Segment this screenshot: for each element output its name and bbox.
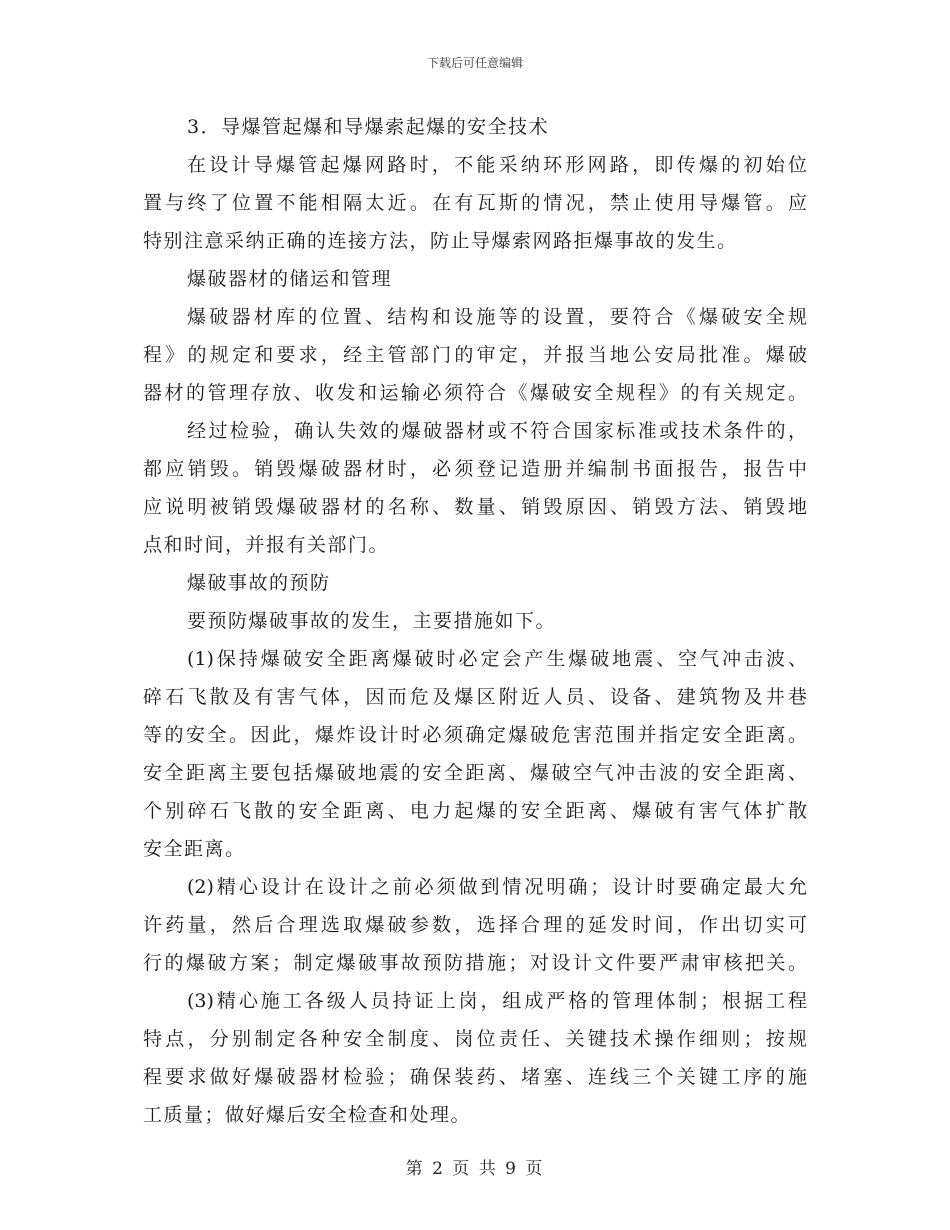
paragraph-line: 安全距离。 [143, 838, 246, 860]
paragraph-line: 个别碎石飞散的安全距离、电力起爆的安全距离、爆破有害气体扩散 [143, 800, 807, 822]
paragraph-line: 爆破器材库的位置、结构和设施等的设置，要符合《爆破安全规 [187, 306, 807, 328]
paragraph-line: 在设计导爆管起爆网路时，不能采纳环形网路，即传爆的初始位 [187, 154, 807, 176]
paragraph-line: 经过检验，确认失效的爆破器材或不符合国家标准或技术条件的， [187, 420, 807, 442]
page-header: 下载后可任意编辑 [426, 56, 523, 70]
paragraph-line: 安全距离主要包括爆破地震的安全距离、爆破空气冲击波的安全距离、 [143, 762, 807, 784]
page-number: 第 2 页 共 9 页 [405, 1159, 545, 1179]
paragraph-line: 程要求做好爆破器材检验；确保装药、堵塞、连线三个关键工序的施 [143, 1066, 807, 1088]
paragraph-line: 许药量，然后合理选取爆破参数，选择合理的延发时间，作出切实可 [143, 914, 807, 936]
paragraph-line: 器材的管理存放、收发和运输必须符合《爆破安全规程》的有关规定。 [143, 382, 807, 404]
paragraph-line: 程》的规定和要求，经主管部门的审定，并报当地公安局批准。爆破 [143, 344, 807, 366]
paragraph-line: 置与终了位置不能相隔太近。在有瓦斯的情况，禁止使用导爆管。应 [143, 192, 807, 214]
document-body [143, 108, 807, 1134]
paragraph-line: 要预防爆破事故的发生，主要措施如下。 [187, 610, 557, 632]
section-heading: 爆破器材的储运和管理 [187, 268, 393, 290]
section-heading: 爆破事故的预防 [187, 572, 331, 594]
paragraph-line: 都应销毁。销毁爆破器材时，必须登记造册并编制书面报告，报告中 [143, 458, 807, 480]
paragraph-line: 碎石飞散及有害气体，因而危及爆区附近人员、设备、建筑物及井巷 [143, 686, 807, 708]
paragraph-line: (2)精心设计在设计之前必须做到情况明确；设计时要确定最大允 [187, 876, 807, 898]
paragraph-line: 应说明被销毁爆破器材的名称、数量、销毁原因、销毁方法、销毁地 [143, 496, 807, 518]
paragraph-line: 工质量；做好爆后安全检查和处理。 [143, 1104, 472, 1126]
paragraph-line: (3)精心施工各级人员持证上岗，组成严格的管理体制；根据工程 [187, 990, 807, 1012]
section-heading: 3．导爆管起爆和导爆索起爆的安全技术 [187, 116, 550, 138]
paragraph-line: 点和时间，并报有关部门。 [143, 534, 390, 556]
paragraph-line: (1)保持爆破安全距离爆破时必定会产生爆破地震、空气冲击波、 [187, 648, 807, 670]
paragraph-line: 特点，分别制定各种安全制度、岗位责任、关键技术操作细则；按规 [143, 1028, 807, 1050]
paragraph-line: 行的爆破方案；制定爆破事故预防措施；对设计文件要严肃审核把关。 [143, 952, 807, 974]
paragraph-line: 等的安全。因此，爆炸设计时必须确定爆破危害范围并指定安全距离。 [143, 724, 807, 746]
paragraph-line: 特别注意采纳正确的连接方法，防止导爆索网路拒爆事故的发生。 [143, 230, 738, 252]
